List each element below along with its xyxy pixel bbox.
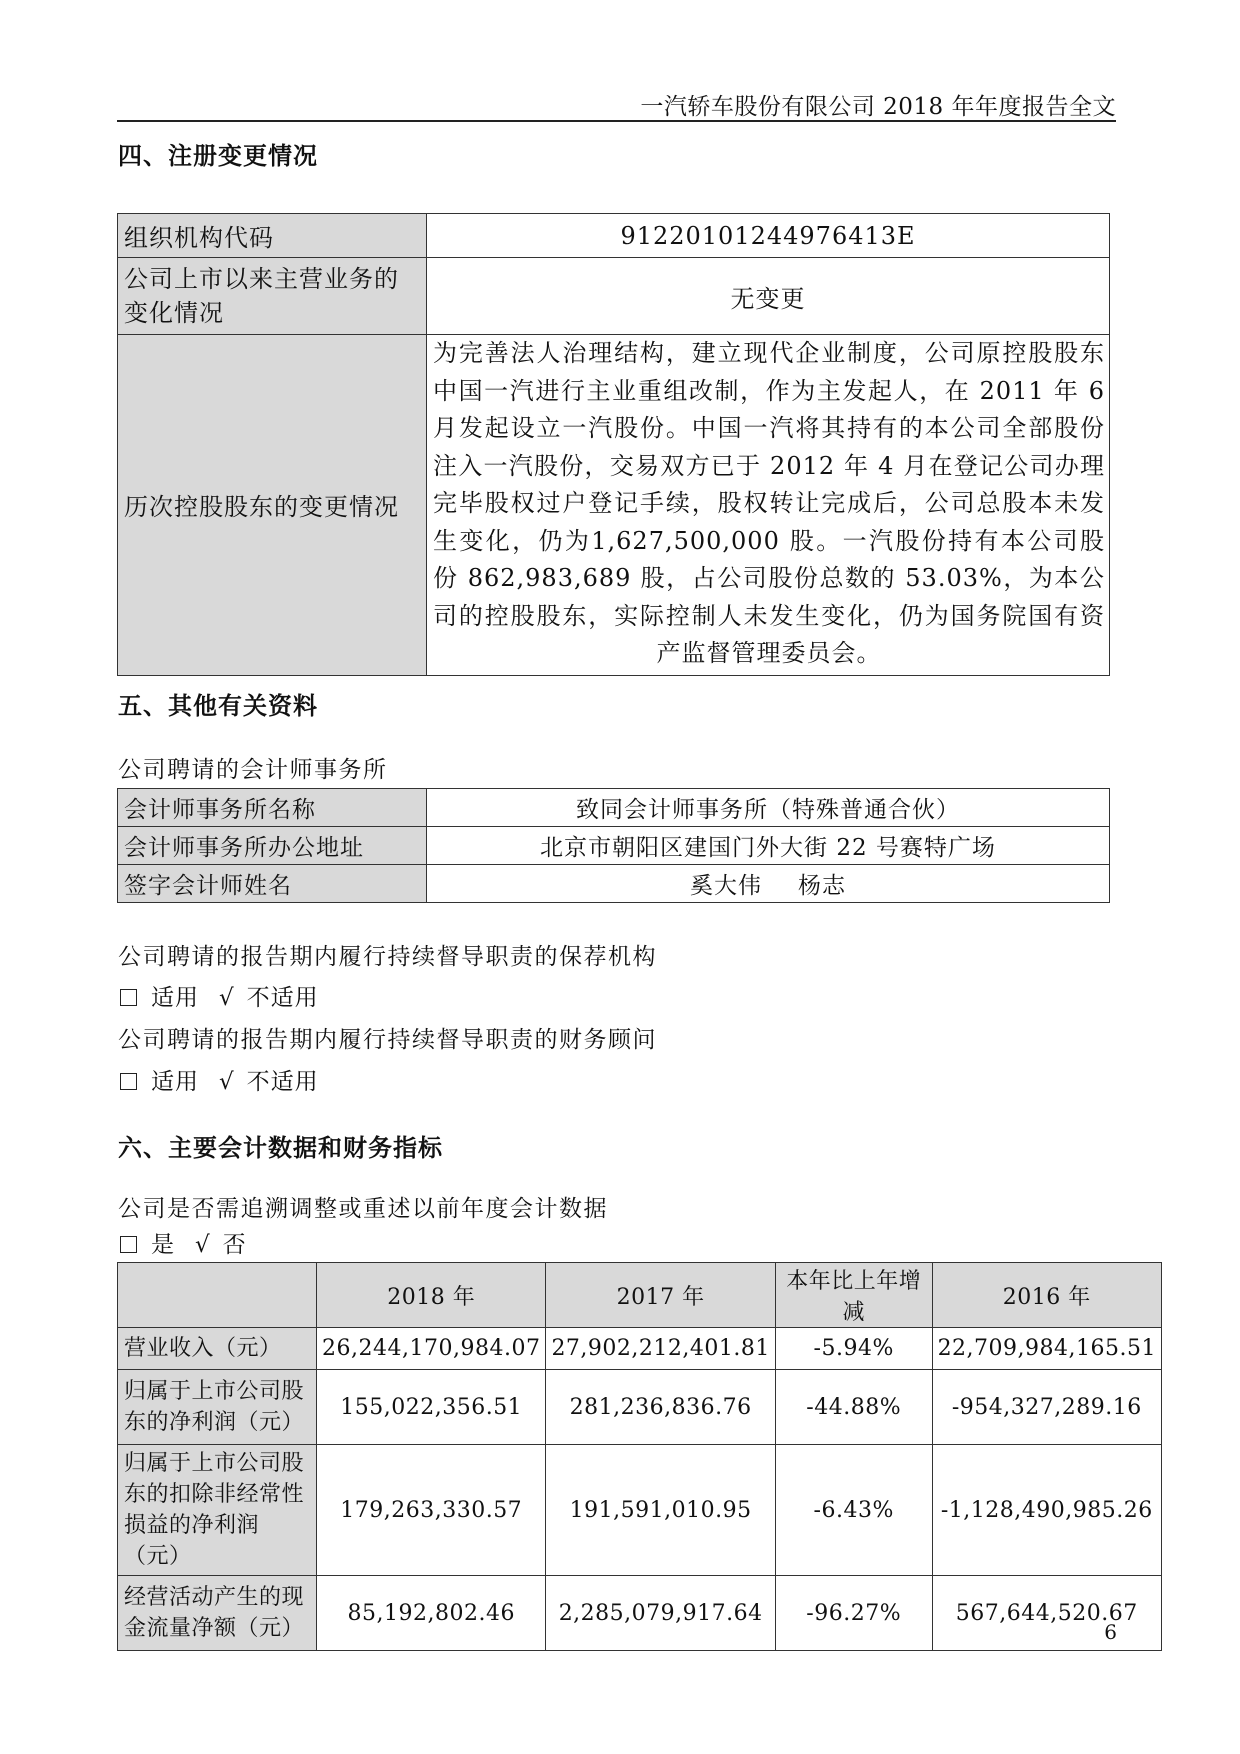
table-row [118, 1328, 1162, 1370]
shareholder-change-value: 为完善法人治理结构，建立现代企业制度，公司原控股股东中国一汽进行主业重组改制，作为主发起人，在 2011 年 6 月发起设立一汽股份。中国一汽将其持有的本公司全部股份注入一汽股份，交易双方已于 2012 年 4 月在登记公司办理完毕股权过户登记手续，股权转让完成后，公司总股本未发生变化，仍为1,627,500,000 股。一汽股份持有本公司股份 862,983,689 股，占公司股份总数的 53.03%，为本公司的控股股东，实际控制人未发生变化，仍为国务院国有资产监督管理委员会。 [427, 335, 1110, 676]
table-cell: -44.88% [775, 1370, 932, 1445]
auditor-address-value: 北京市朝阳区建国门外大街 22 号赛特广场 [427, 827, 1110, 865]
org-code-value: 91220101244976413E [427, 214, 1110, 258]
business-change-value: 无变更 [427, 258, 1110, 335]
table-cell: 22,709,984,165.51 [932, 1328, 1161, 1370]
auditor-table [117, 788, 1110, 903]
option-yes-label: 是 [151, 1232, 175, 1258]
option-no-label: 否 [222, 1232, 247, 1258]
section-4-title: 四、注册变更情况 [118, 141, 318, 170]
table-row [118, 789, 1110, 827]
option-not-applicable-label: 不适用 [246, 985, 319, 1011]
table-cell: -954,327,289.16 [932, 1370, 1161, 1445]
table-row [118, 214, 1110, 258]
signing-accountant-name-2: 杨志 [798, 873, 846, 899]
table-cell: 191,591,010.95 [546, 1445, 775, 1576]
row-label: 归属于上市公司股东的扣除非经常性损益的净利润（元） [118, 1445, 317, 1576]
table-row [118, 335, 1110, 676]
table-row [118, 1576, 1162, 1651]
row-label: 经营活动产生的现金流量净额（元） [118, 1576, 317, 1651]
table-cell: 281,236,836.76 [546, 1370, 775, 1445]
auditor-address-label: 会计师事务所办公地址 [118, 827, 427, 865]
unchecked-checkbox-icon [120, 1236, 137, 1253]
registration-change-table [117, 213, 1110, 676]
section-5-title: 五、其他有关资料 [118, 691, 318, 720]
check-mark-icon: √ [219, 985, 235, 1011]
table-cell: -5.94% [775, 1328, 932, 1370]
column-header: 本年比上年增减 [775, 1263, 932, 1328]
table-header-row [118, 1263, 1162, 1328]
option-not-applicable-label: 不适用 [246, 1069, 319, 1095]
advisor-options [120, 1063, 319, 1096]
table-cell: 179,263,330.57 [317, 1445, 546, 1576]
table-row [118, 827, 1110, 865]
unchecked-checkbox-icon [120, 1073, 137, 1090]
table-cell: 567,644,520.67 [932, 1576, 1161, 1651]
report-header-title: 一汽轿车股份有限公司 2018 年年度报告全文 [640, 94, 1116, 120]
table-row [118, 1445, 1162, 1576]
row-label: 营业收入（元） [118, 1328, 317, 1370]
signing-accountant-names [427, 865, 1110, 903]
column-header: 2017 年 [546, 1263, 775, 1328]
signing-accountant-label: 签字会计师姓名 [118, 865, 427, 903]
shareholder-change-label: 历次控股股东的变更情况 [118, 335, 427, 676]
table-cell: -1,128,490,985.26 [932, 1445, 1161, 1576]
table-row [118, 258, 1110, 335]
section-6-title: 六、主要会计数据和财务指标 [118, 1133, 443, 1162]
page-number: 6 [1104, 1620, 1117, 1644]
restate-question: 公司是否需追溯调整或重述以前年度会计数据 [118, 1196, 608, 1222]
check-mark-icon: √ [195, 1232, 211, 1258]
option-applicable-label: 适用 [151, 985, 199, 1011]
table-cell: 155,022,356.51 [317, 1370, 546, 1445]
business-change-label: 公司上市以来主营业务的变化情况 [118, 258, 427, 335]
advisor-question: 公司聘请的报告期内履行持续督导职责的财务顾问 [118, 1027, 657, 1053]
row-label: 归属于上市公司股东的净利润（元） [118, 1370, 317, 1445]
table-cell: -96.27% [775, 1576, 932, 1651]
table-cell: 2,285,079,917.64 [546, 1576, 775, 1651]
auditor-name-value: 致同会计师事务所（特殊普通合伙） [427, 789, 1110, 827]
auditor-name-label: 会计师事务所名称 [118, 789, 427, 827]
column-header: 2016 年 [932, 1263, 1161, 1328]
restate-options [120, 1226, 247, 1259]
header-divider [117, 120, 1116, 122]
org-code-label: 组织机构代码 [118, 214, 427, 258]
table-row [118, 865, 1110, 903]
table-cell: 85,192,802.46 [317, 1576, 546, 1651]
column-header [118, 1263, 317, 1328]
table-cell: -6.43% [775, 1445, 932, 1576]
auditor-intro: 公司聘请的会计师事务所 [118, 757, 388, 783]
sponsor-options [120, 979, 319, 1012]
table-cell: 26,244,170,984.07 [317, 1328, 546, 1370]
sponsor-question: 公司聘请的报告期内履行持续督导职责的保荐机构 [118, 944, 657, 970]
signing-accountant-name-1: 奚大伟 [690, 873, 762, 899]
table-cell: 27,902,212,401.81 [546, 1328, 775, 1370]
unchecked-checkbox-icon [120, 989, 137, 1006]
option-applicable-label: 适用 [151, 1069, 199, 1095]
table-row [118, 1370, 1162, 1445]
check-mark-icon: √ [219, 1069, 235, 1095]
column-header: 2018 年 [317, 1263, 546, 1328]
key-financial-data-table [117, 1262, 1162, 1651]
